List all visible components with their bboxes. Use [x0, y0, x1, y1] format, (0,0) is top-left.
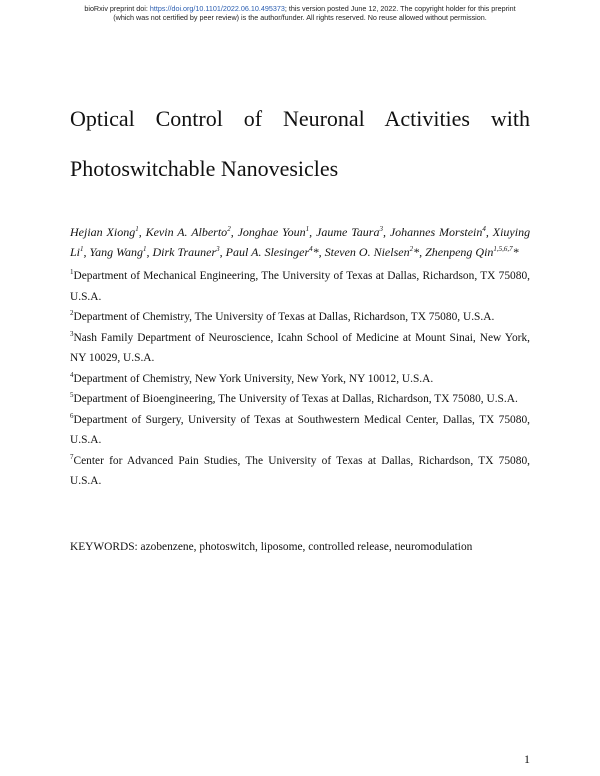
author [425, 245, 519, 259]
affiliation-text: Center for Advanced Pain Studies, The University of Texas at Dallas, Richardson, TX 75080, U.S.A. [70, 454, 530, 487]
affiliation-number: 4 [70, 370, 74, 379]
paper-title-line2: Photoswitchable Nanovesicles [70, 156, 339, 181]
affiliation-number: 6 [70, 411, 74, 420]
author-name: Hejian Xiong [70, 225, 136, 239]
header-prefix: bioRxiv preprint doi: [84, 4, 150, 13]
author-affiliation-number: 1 [142, 245, 147, 253]
author [152, 245, 219, 259]
affiliation-text: Department of Chemistry, The University of Texas at Dallas, Richardson, TX 75080, U.S.A. [73, 311, 495, 323]
keywords: KEYWORDS: azobenzene, photoswitch, liposome, controlled release, neuromodulation [70, 541, 473, 553]
author-affiliation-number: 3 [216, 245, 220, 253]
corresponding-author-mark: * [413, 245, 420, 259]
paper-title-line1: Optical Control of Neuronal Activities with [70, 106, 530, 131]
header-suffix: ; this version posted June 12, 2022. The copyright holder for this preprint [284, 4, 516, 13]
page-number: 1 [524, 752, 530, 766]
affiliation-text: Department of Surgery, University of Texas at Southwestern Medical Center, Dallas, TX 75080, U.S.A. [70, 413, 530, 446]
author [70, 225, 139, 239]
author-name: Kevin A. Alberto [145, 225, 228, 239]
author [238, 225, 310, 239]
affiliation-text: Department of Chemistry, New York University, New York, NY 10012, U.S.A. [73, 372, 434, 385]
affiliation [70, 266, 530, 307]
preprint-header-line1 [0, 4, 600, 13]
author-name: Jonghae Youn [237, 225, 306, 239]
affiliation [70, 369, 530, 390]
author [390, 225, 486, 239]
affiliation [70, 410, 530, 451]
affiliation [70, 307, 530, 328]
preprint-header [0, 4, 600, 22]
author [325, 245, 419, 259]
author-affiliation-number: 1 [80, 245, 84, 253]
author [226, 245, 319, 259]
author-affiliation-number: 2 [227, 225, 231, 233]
affiliation-number: 7 [70, 452, 74, 461]
author-affiliation-number: 4 [482, 225, 486, 233]
author-affiliation-number: 4 [309, 245, 313, 253]
affiliation-number: 1 [70, 268, 74, 277]
author-name: Steven O. Nielsen [324, 245, 410, 259]
author-name: Yang Wang [89, 245, 143, 259]
author [316, 225, 383, 239]
affiliation-list [70, 266, 530, 492]
author-name: Johannes Morstein [389, 225, 483, 239]
author [146, 225, 231, 239]
author [90, 245, 147, 259]
author-affiliation-number: 1 [305, 225, 310, 233]
affiliation-number: 3 [70, 329, 74, 338]
author-name: Dirk Trauner [152, 245, 217, 259]
preprint-header-line2: (which was not certified by peer review) is the author/funder. All rights reserved. No reuse allowed without permission. [113, 13, 487, 22]
affiliation [70, 328, 530, 369]
affiliation-number: 5 [70, 391, 74, 400]
author-name: Xiuying Li [70, 225, 531, 259]
corresponding-author-mark: * [512, 245, 519, 259]
affiliation-text: Department of Bioengineering, The University of Texas at Dallas, Richardson, TX 75080, U.S.A. [73, 393, 518, 405]
affiliation [70, 389, 530, 410]
affiliation-text: Department of Mechanical Engineering, The University of Texas at Dallas, Richardson, TX 75080, U.S.A. [70, 270, 530, 303]
author-affiliation-number: 1,5,6,7 [493, 245, 513, 253]
doi-link[interactable]: https://doi.org/10.1101/2022.06.10.495373 [149, 4, 285, 13]
author-affiliation-number: 2 [409, 245, 414, 253]
affiliation-number: 2 [70, 309, 74, 318]
author-list: Hejian Xiong$^1$, Kevin A. Alberto$^2$, Jonghae Youn$^1$, Jaume Taura$^3$, Johannes Morstein$^4$, Xiuying Li$^1$, Yang Wang$^1$, Dirk Trauner$^3$, Paul A. Slesinger$^4$*, Steven O. Nielsen$^2$*, Zhenpeng Qin$^{1,5,6,7}$* [70, 225, 531, 259]
affiliation-text: Nash Family Department of Neuroscience, Icahn School of Medicine at Mount Sinai, New York, NY 10029, U.S.A. [70, 331, 530, 364]
affiliation [70, 451, 530, 492]
author-affiliation-number: 3 [379, 225, 383, 233]
author-affiliation-number: 1 [135, 225, 139, 233]
author-name: Zhenpeng Qin [425, 245, 494, 259]
corresponding-author-mark: * [312, 245, 319, 259]
author-name: Paul A. Slesinger [225, 245, 310, 259]
author-name: Jaume Taura [316, 225, 380, 239]
